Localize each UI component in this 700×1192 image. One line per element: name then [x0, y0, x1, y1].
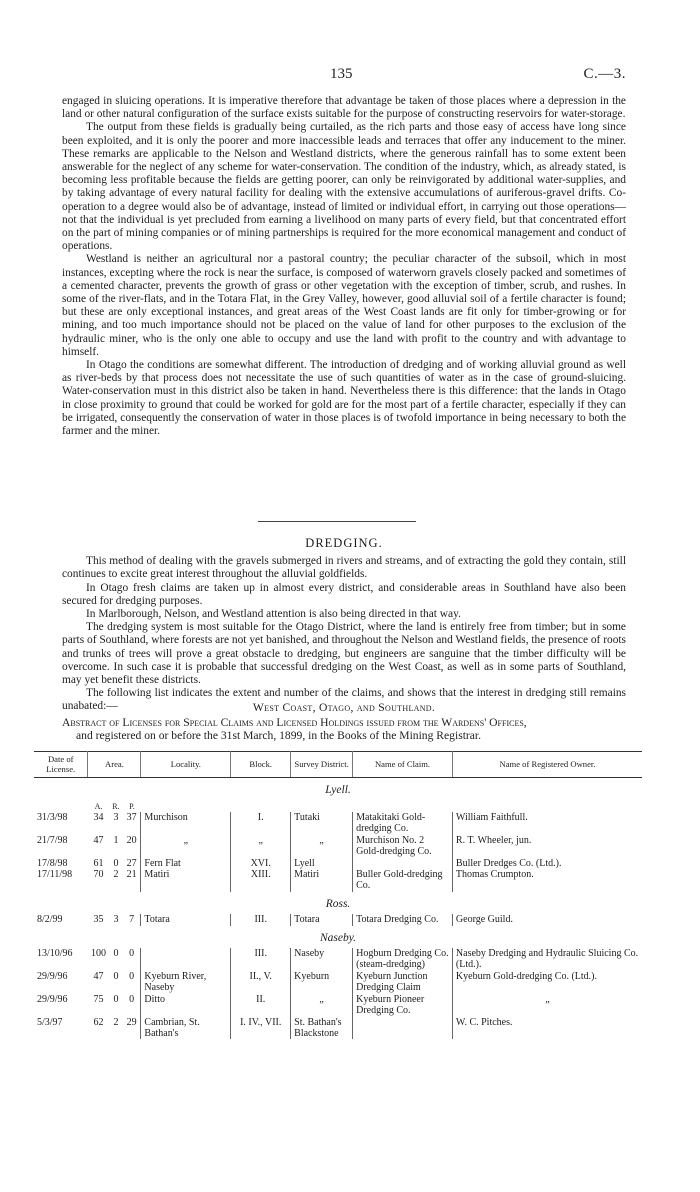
column-header: Area.	[88, 752, 141, 778]
claim-cell: Buller Gold-dredging Co.	[353, 869, 453, 892]
block-cell: XVI.	[231, 858, 291, 869]
block-cell: „	[231, 835, 291, 858]
table-row	[34, 869, 642, 892]
table-row	[34, 835, 642, 858]
owner-cell: R. T. Wheeler, jun.	[452, 835, 642, 858]
paragraph: In Otago fresh claims are taken up in almost every district, and considerable areas in Southland have also been secured for dredging purposes.	[62, 581, 626, 607]
claim-cell	[353, 858, 453, 869]
area-roods: 2	[113, 1016, 119, 1028]
block-cell: II., V.	[231, 971, 291, 994]
column-header: Date of License.	[34, 752, 88, 778]
date-cell: 17/8/98	[37, 857, 68, 869]
area-acres: 62	[93, 1016, 104, 1028]
table-row	[34, 858, 642, 869]
date-cell: 13/10/96	[37, 948, 73, 960]
locality-cell: Totara	[141, 914, 231, 925]
area-acres: 34	[93, 812, 104, 823]
owner-cell: Buller Dredges Co. (Ltd.).	[452, 858, 642, 869]
area-roods: 0	[113, 993, 119, 1005]
table-row	[34, 812, 642, 835]
section-name: Lyell.	[325, 784, 351, 797]
date-cell: 31/3/98	[37, 812, 68, 823]
area-acres: 70	[93, 869, 104, 881]
caption-line: Abstract of Licenses for Special Claims and Licensed Holdings issued from the Wardens' Offices,	[62, 716, 527, 729]
locality-cell: Matiri	[141, 869, 231, 892]
owner-cell: „	[452, 994, 642, 1017]
area-acres: 47	[93, 970, 104, 982]
survey-cell: Matiri	[291, 869, 353, 892]
section-heading: DREDGING.	[305, 536, 383, 550]
area-unit: P.	[129, 801, 135, 811]
area-perches: 21	[126, 869, 137, 881]
table-row	[34, 948, 642, 971]
column-header: Name of Registered Owner.	[452, 752, 642, 778]
area-roods: 3	[113, 812, 119, 823]
paragraph: The output from these fields is gradually being curtailed, as the rich parts and those easy of access have long since been exploited, and it is only the poorer and more inaccessible leads and terraces that offer any inducement to the miner. These remarks are applicable to the Nelson and Westland districts, where the generous rainfall has to some extent been answerable for the neglect of any scheme for water-conservation. The condition of the industry, which, as already stated, is becoming less profitable because the fields are getting poorer, can only be reinvigorated by additional water-supplies, and by taking advantage of every natural facility for dealing with the extensive accumulations of auriferous-gravel drifts. Co-operation to a degree would also be of advantage, instead of limited or individual effort, in carrying out those operations—not that the individual is yet precluded from earning a livelihood on many parts of every field, but that concentrated effort on the part of mining companies or of mining partnerships is required for the more economical management and conduct of operations.	[62, 121, 626, 253]
survey-cell: St. Bathan's Blackstone	[291, 1017, 353, 1040]
block-cell: III.	[231, 948, 291, 971]
area-roods: 2	[113, 869, 119, 881]
survey-cell: Naseby	[291, 948, 353, 971]
table-row	[34, 994, 642, 1017]
claim-cell	[353, 1017, 453, 1040]
area-unit: R.	[112, 801, 120, 811]
survey-cell: Totara	[291, 914, 353, 925]
paragraph: engaged in sluicing operations. It is imperative therefore that advantage be taken of those places where a depression in the land or other natural configuration of the surface exists suitable for the purpose of constructing reservoirs for water-storage.	[62, 95, 626, 121]
claim-cell: Kyeburn Pioneer Dredging Co.	[353, 994, 453, 1017]
table-region-title: West Coast, Otago, and Southland.	[252, 701, 436, 714]
date-cell: 8/2/99	[37, 914, 63, 926]
column-header: Survey District.	[291, 752, 353, 778]
section-divider	[258, 521, 416, 522]
area-roods: 1	[113, 834, 119, 846]
claim-cell: Kyeburn Junction Dredging Claim	[353, 971, 453, 994]
date-cell: 29/9/96	[37, 970, 68, 982]
owner-cell: Naseby Dredging and Hydraulic Sluicing Co. (Ltd.).	[452, 948, 642, 971]
column-header: Locality.	[141, 752, 231, 778]
survey-cell: Kyeburn	[291, 971, 353, 994]
area-perches: 37	[126, 812, 137, 823]
area-perches: 27	[126, 857, 137, 869]
column-header: Block.	[231, 752, 291, 778]
locality-cell: Cambrian, St. Bathan's	[141, 1017, 231, 1040]
area-perches: 0	[129, 948, 135, 960]
locality-cell: Kyeburn River, Naseby	[141, 971, 231, 994]
paragraph: The dredging system is most suitable for the Otago District, where the land is entirely free from timber; but in some parts of Southland, where forests are not yet banished, and throughout the Nelson and Westland fields, the presence of roots and trunks of trees will prove a great obstacle to dredging, but engineers are sanguine that the timber difficulty will be overcome. In such case it is probable that successful dredging on the West Coast, as well as in some parts of Southland, may yet benefit these districts.	[62, 621, 626, 687]
paragraph: In Otago the conditions are somewhat different. The introduction of dredging and of working alluvial ground as well as river-beds by that process does not necessitate the use of such quantities of water as in the case of ground-sluicing. Water-conservation must in this district also be taken in hand. Nevertheless there is this difference: that the lands in Otago in close proximity to ground that could be worked for gold are for the most part of a fertile character, especially if they can be irrigated, consequently the conservation of water in those places is of twofold importance in being necessary to both the farmer and the miner.	[62, 359, 626, 438]
survey-cell: „	[291, 994, 353, 1017]
locality-cell: „	[141, 835, 231, 858]
area-perches: 0	[129, 970, 135, 982]
area-perches: 20	[126, 834, 137, 846]
area-perches: 0	[129, 993, 135, 1005]
table-header-row	[34, 752, 642, 778]
paragraph: Westland is neither an agricultural nor a pastoral country; the peculiar character of the subsoil, which in most instances, excepting where the rock is near the surface, is composed of waterworn gravels closely packed and sometimes of a cemented character, prevents the growth of grass or other vegetation with the exception of timber, scrub, and rushes. In some of the river-flats, and in the Totara Flat, in the Grey Valley, however, good alluvial soil of a fertile character is found; but these are only exceptional instances, and great areas of the West Coast lands are fit only for timber-growing or for mining, and too much importance should not be placed on the value of land for other purposes to the exclusion of the hydraulic miner, who is the only one able to occupy and use the land with profit to the country and with advantage to himself.	[62, 253, 626, 358]
page-number: 135	[330, 66, 353, 82]
date-cell: 29/9/96	[37, 993, 68, 1005]
paragraph: In Marlborough, Nelson, and Westland attention is also being directed in that way.	[86, 608, 461, 621]
block-cell: I.	[231, 812, 291, 835]
section-row	[34, 778, 642, 801]
area-perches: 7	[129, 914, 135, 926]
table-row	[34, 914, 642, 925]
paper-reference: C.—3.	[583, 66, 626, 82]
intro-text	[62, 95, 626, 438]
paragraph: The following list indicates the extent and number of the claims, and shows that the interest in dredging still remains unabated:—	[62, 687, 626, 713]
locality-cell: Murchison	[141, 812, 231, 835]
owner-cell: Thomas Crumpton.	[452, 869, 642, 892]
block-cell: I. IV., VII.	[231, 1017, 291, 1040]
dredging-section	[62, 537, 626, 714]
survey-cell: Tutaki	[291, 812, 353, 835]
survey-cell: „	[291, 835, 353, 858]
block-cell: XIII.	[231, 869, 291, 892]
claim-cell: Matakitaki Gold-dredging Co.	[353, 812, 453, 835]
table-caption	[62, 716, 632, 743]
owner-cell: George Guild.	[452, 914, 642, 925]
area-roods: 3	[113, 914, 119, 926]
area-roods: 0	[113, 948, 119, 960]
owner-cell: William Faithfull.	[452, 812, 642, 835]
area-acres: 47	[93, 834, 104, 846]
claim-cell: Totara Dredging Co.	[353, 914, 453, 925]
locality-cell: Fern Flat	[141, 858, 231, 869]
date-cell: 5/3/97	[37, 1016, 63, 1028]
locality-cell: Ditto	[141, 994, 231, 1017]
section-row	[34, 926, 642, 948]
table-row	[34, 1017, 642, 1040]
area-acres: 61	[93, 857, 104, 869]
area-acres: 100	[90, 948, 106, 960]
area-acres: 35	[93, 914, 104, 926]
column-header: Name of Claim.	[353, 752, 453, 778]
area-roods: 0	[113, 970, 119, 982]
locality-cell	[141, 948, 231, 971]
licenses-table	[34, 751, 642, 1039]
survey-cell: Lyell	[291, 858, 353, 869]
date-cell: 21/7/98	[37, 834, 68, 846]
area-units-row	[34, 801, 642, 812]
paragraph: This method of dealing with the gravels submerged in rivers and streams, and of extracting the gold they contain, still continues to excite great interest throughout the alluvial goldfields.	[62, 555, 626, 581]
section-row	[34, 892, 642, 914]
page-header	[62, 66, 626, 84]
area-perches: 29	[126, 1016, 137, 1028]
area-acres: 75	[93, 993, 104, 1005]
section-name: Naseby.	[319, 931, 357, 944]
block-cell: III.	[231, 914, 291, 925]
claim-cell: Murchison No. 2 Gold-dredging Co.	[353, 835, 453, 858]
owner-cell: Kyeburn Gold-dredging Co. (Ltd.).	[452, 971, 642, 994]
table-row	[34, 971, 642, 994]
block-cell: II.	[231, 994, 291, 1017]
area-unit: A.	[94, 801, 103, 811]
claim-cell: Hogburn Dredging Co. (steam-dredging)	[353, 948, 453, 971]
section-name: Ross.	[325, 897, 351, 910]
date-cell: 17/11/98	[37, 869, 73, 881]
owner-cell: W. C. Pitches.	[452, 1017, 642, 1040]
area-roods: 0	[113, 857, 119, 869]
caption-line: and registered on or before the 31st March, 1899, in the Books of the Mining Registrar.	[76, 729, 482, 743]
